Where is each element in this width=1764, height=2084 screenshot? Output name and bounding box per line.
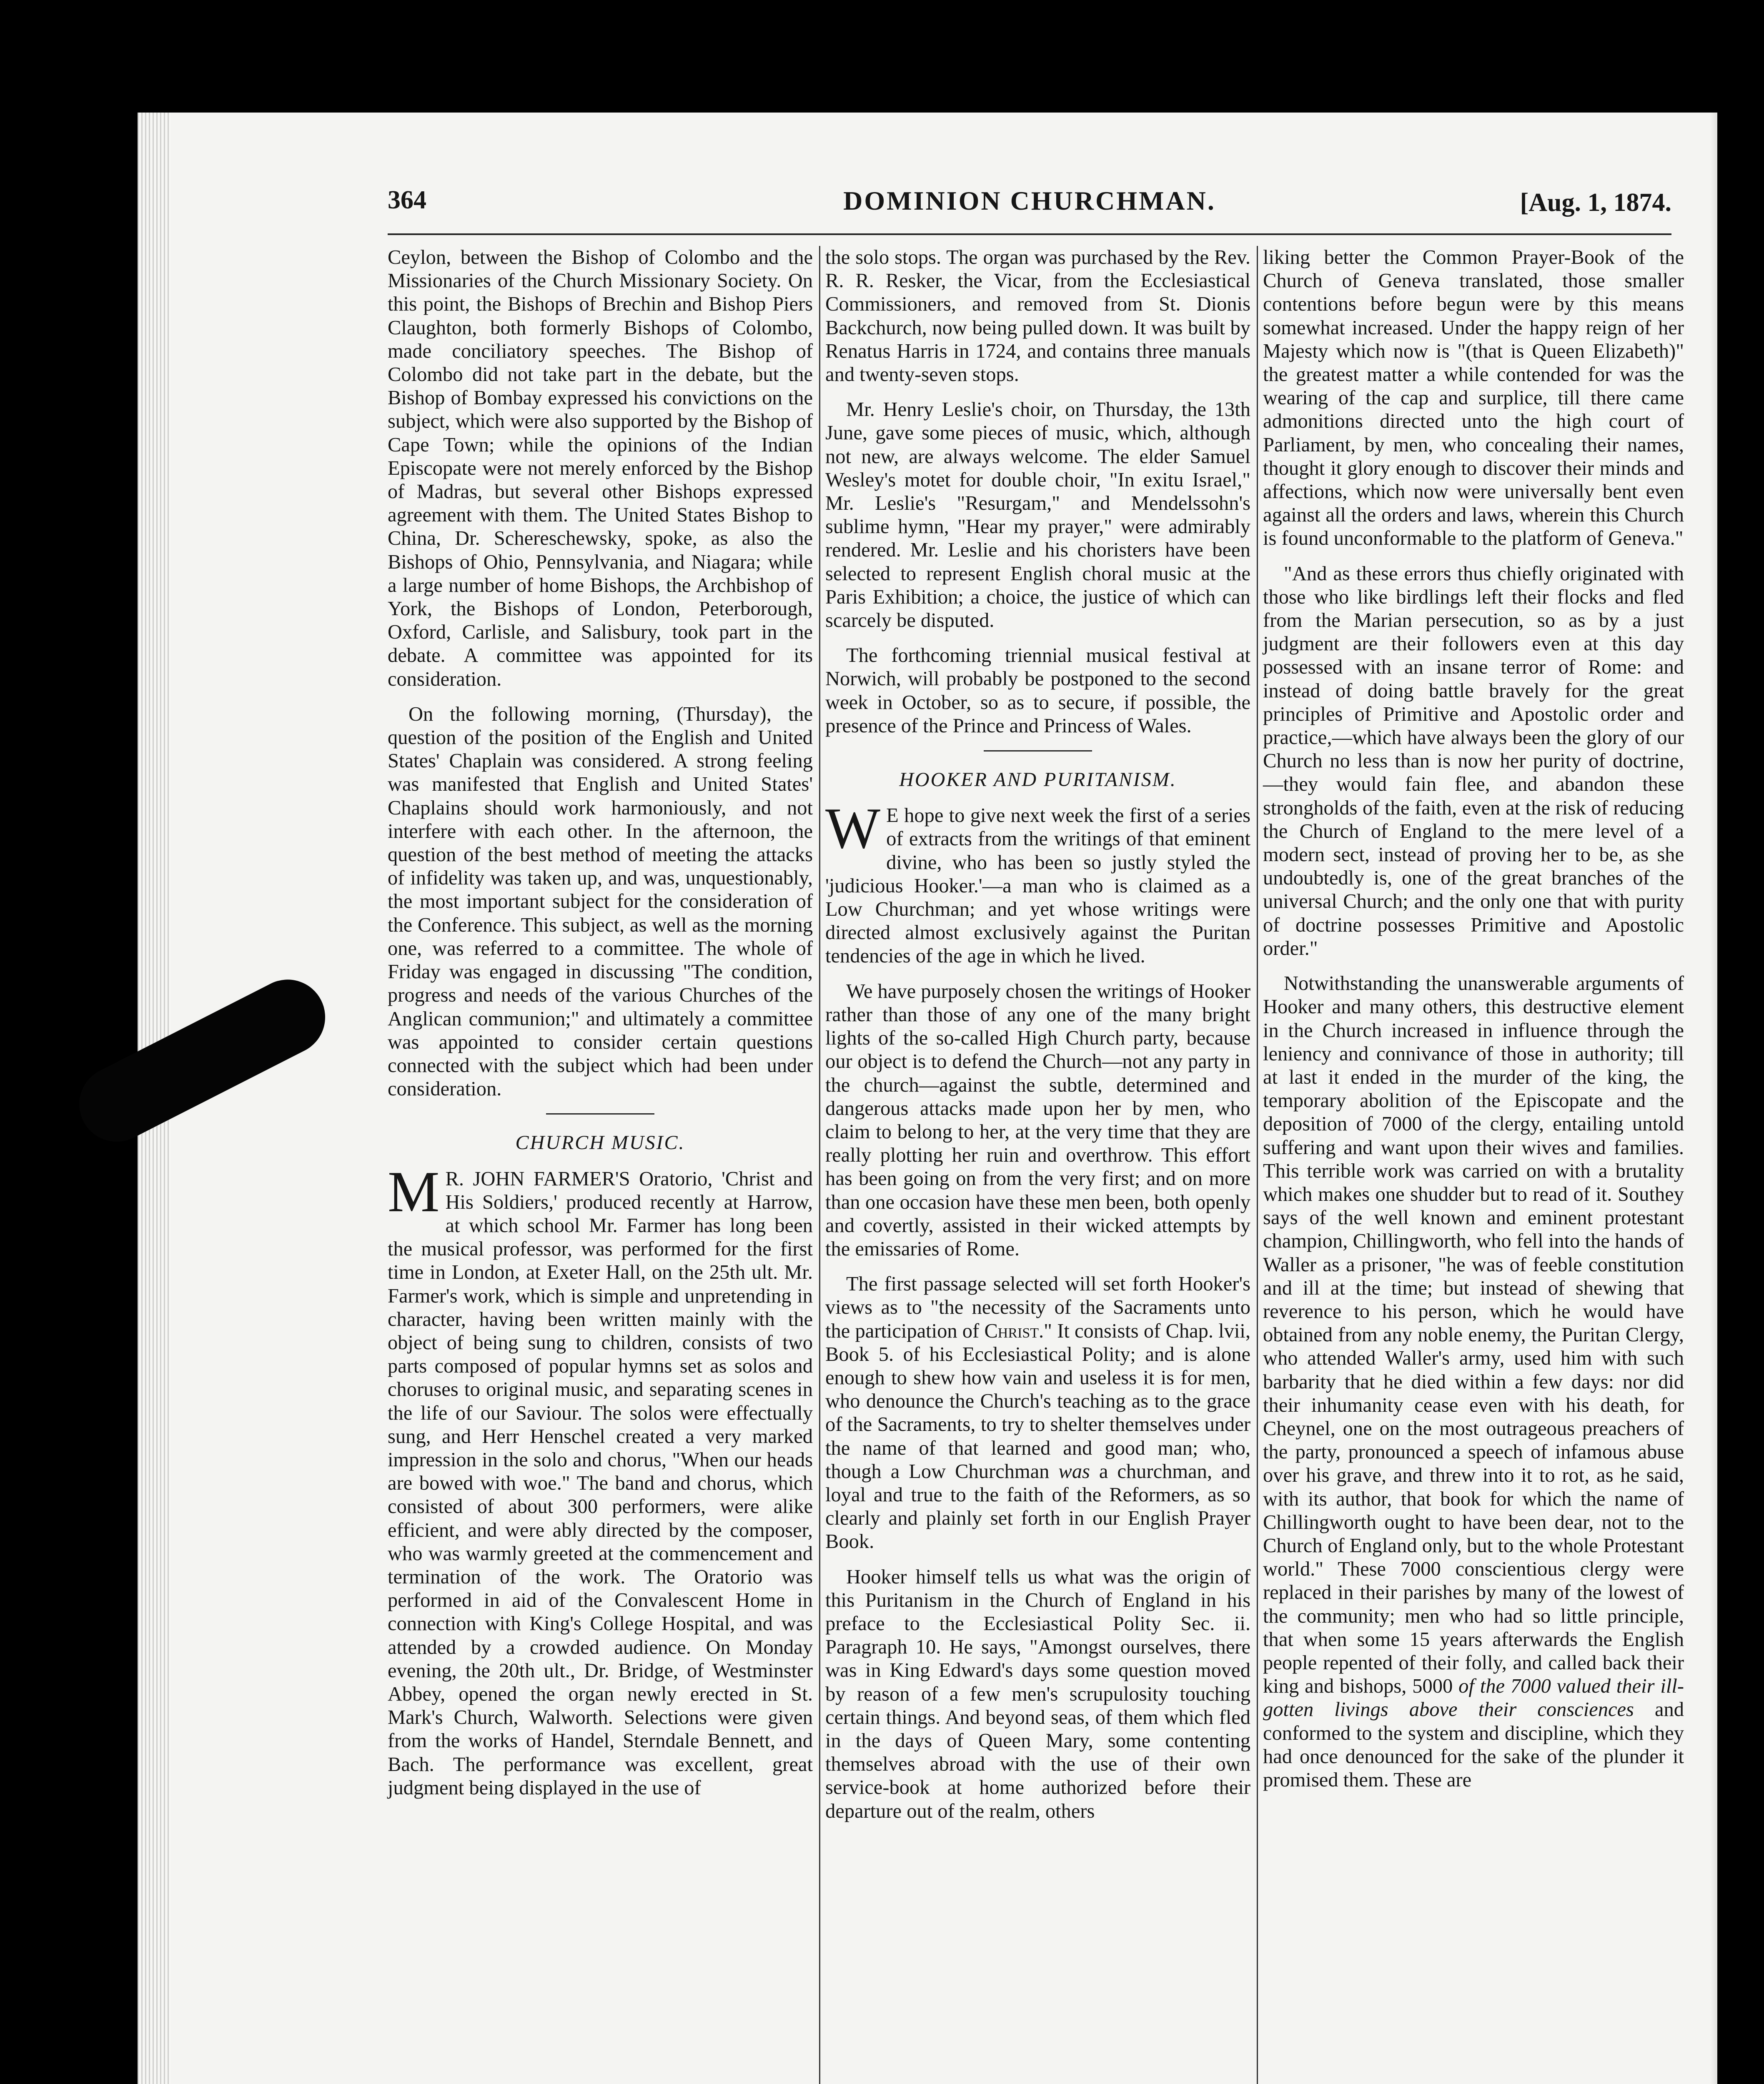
column-2 [825,246,1250,1823]
column-divider-1 [819,246,820,2084]
gutter-shadow [1710,113,1764,2084]
column-1 [388,246,813,1800]
hooker-paragraph-1 [825,796,1250,968]
leslie-choir-paragraph: Mr. Henry Leslie's choir, on Thursday, the 13th June, gave some pieces of music, which, although not new, are always welcome. The elder Samuel Wesley's motet for double choir, "In exitu Israel," Mr. Leslie's "Resurgam," and Mendelssohn's sublime hymn, "Hear my prayer," were admirably rendered. Mr. Leslie and his choristers have been selected to represent English choral music at the Paris Exhibition; a choice, the justice of which can scarcely be disputed. [825,398,1250,632]
issue-date: [Aug. 1, 1874. [1520,188,1671,217]
header-rule [388,233,1671,235]
christ-small-caps: Christ [984,1320,1039,1342]
lambeth-conference-paragraph-1: Ceylon, between the Bishop of Colombo and the Missionaries of the Church Missionary Society. On this point, the Bishops of Brechin and Bishop Piers Claughton, both formerly Bishops of Colombo, made conciliatory speeches. The Bishop of Colombo did not take part in the debate, but the Bishop of Bombay expressed his convictions on the subject, which were also supported by the Bishop of Cape Town; while the opinions of the Indian Episcopate were not merely enforced by the Bishop of Madras, but several other Bishops expressed agreement with them. The United States Bishop to China, Dr. Schereschewsky, spoke, as also the Bishops of Ohio, Pennsylvania, and Niagara; while a large number of home Bishops, the Archbishop of York, the Bishops of London, Peterborough, Oxford, Carlisle, and Salisbury, took part in the debate. A committee was appointed for its consideration. [388,246,813,690]
notwithstanding-paragraph [1263,972,1684,1792]
hooker-puritanism-title: HOOKER AND PURITANISM. [899,769,1177,791]
hooker-paragraph-3 [825,1272,1250,1553]
church-music-title: CHURCH MUSIC. [515,1132,685,1154]
church-music-body: Oratorio, 'Christ and His Soldiers,' produced recently at Harrow, at which school Mr. Farmer has long been the musical professor, was performed for the first time in London, at Exeter Hall, on the 25th ult. Mr. Farmer's work, which is simple and unpretending in character, having been written mainly with the object of being sung to children, consists of two parts composed of popular hymns set as solos and choruses to original music, and separating scenes in the life of our Saviour. The solos were effectually sung, and Herr Henschel created a very marked impression in the solo and chorus, "When our heads are bowed with woe." The band and chorus, which consisted of about 300 performers, were alike efficient, and were ably directed by the composer, who was warmly greeted at the commencement and termination of the work. The Oratorio was performed in aid of the Convalescent Home in connection with King's College Hospital, and was attended by a crowded audience. On Monday evening, the 20th ult., Dr. Bridge, of Westminster Abbey, opened the organ newly erected in St. Mark's Church, Walworth. Selections were given from the works of Handel, Sterndale Bennett, and Bach. The performance was excellent, great judgment being displayed in the use of [388,1167,813,1799]
hooker-paragraph-4: Hooker himself tells us what was the origin of this Puritanism in the Church of England in his preface to the Ecclesiastical Polity Sec. ii. Paragraph 10. He says, "Amongst ourselves, there was in King Edward's days some question moved by reason of a few men's scrupulosity touching certain things. And beyond seas, of them which fled in the days of Queen Mary, some contenting themselves abroad with the use of their own service-book at home authorized before their departure out of the realm, others [825,1566,1250,1822]
lead-words: R. JOHN FARMER'S [445,1167,630,1190]
column-3 [1263,246,1684,1792]
organ-paragraph: the solo stops. The organ was purchased by the Rev. R. R. Resker, the Vicar, from the Ecclesiastical Commissioners, and removed from St. Dionis Backchurch, now being pulled down. It was built by Renatus Harris in 1724, and contains three manuals and twenty-seven stops. [825,246,1250,386]
drop-cap: M [388,1159,440,1224]
hooker-paragraph-2: We have purposely chosen the writings of Hooker rather than those of any one of the many bright lights of the so-called High Church party, because our object is to defend the Church—not any party in the church—against the subtle, determined and dangerous attacks made upon her by men, who claim to belong to her, at the very time that they are really plotting her ruin and overthrow. This effort has been going on from the very first; and on more than one occasion have these men been, both openly and covertly, assisted in their wicked attempts by the emissaries of Rome. [825,980,1250,1260]
hooker-paragraph-3-part-a: The first passage selected will set forth Hooker's views as to "the necessity of the Sacraments unto the participation of [825,1273,1250,1342]
column-divider-2 [1257,246,1258,2084]
page-number: 364 [388,186,426,214]
drop-cap: W [825,796,881,861]
church-music-paragraph-1 [388,1159,813,1800]
hooker-quote-continuation: liking better the Common Prayer-Book of the Church of Geneva translated, those smaller contentions before begun were by this means somewhat increased. Under the happy reign of her Majesty which now is "(that is Queen Elizabeth)" the greatest matter a while contended for was the wearing of the cap and surplice, till there came admonitions directed unto the high court of Parliament, by men, who concealing their names, thought it glory enough to discover their minds and affections, which now were universally bent even against all the orders and laws, wherein this Church is found unconformable to the platform of Geneva." [1263,246,1684,550]
hooker-paragraph-3-part-c: a churchman, and loyal and true to the faith of the Reformers, as so clearly and plainly set forth in our English Prayer Book. [825,1460,1250,1553]
section-rule [984,750,1092,751]
notwithstanding-italic: of the 7000 valued their ill-gotten livings above their consciences [1263,1675,1684,1721]
norwich-festival-paragraph: The forthcoming triennial musical festival at Norwich, will probably be postponed to the second week in October, so as to secure, if possible, the presence of the Prince and Princess of Wales. [825,644,1250,737]
hooker-paragraph-3-part-b: ." It consists of Chap. lvii, Book 5. of his Ecclesiastical Polity; and is alone enough to shew how vain and useless it is for men, who denounce the Church's teaching as to the grace of the Sacraments, to try to shelter themselves under the name of that learned and good man; who, though a Low Churchman [825,1320,1250,1483]
page-header [388,185,1671,227]
notwithstanding-part-a: Notwithstanding the unanswerable arguments of Hooker and many others, this destructive element in the Church increased in influence through the leniency and connivance of those in authority; till at last it ended in the murder of the king, the temporary abolition of the Episcopate and the deposition of 7000 of the clergy, entailing untold suffering and want upon their wives and families. This terrible work was carried on with a brutality which makes one shudder but to read of it. Southey says of the well known and eminent protestant champion, Chillingworth, who fell into the hands of Waller as a prisoner, "he was of feeble constitution and ill at the time; but instead of shewing that reverence to his person, which he would have obtained from any noble enemy, the Puritan Clergy, who attended Waller's army, used him with such barbarity that he died within a few days: nor did their inhumanity cease even with his death, for Cheynel, one on the most outrageous preachers of the party, pronounced a speech of infamous abuse over his grave, and threw into it to rot, as he said, with its author, that book for which the name of Chillingworth ought to have been dear, not to the Church of England only, but to the whole Protestant world." These 7000 conscientious clergy were replaced in their parishes by many of the lowest of the community; men who had so little principle, that when some 15 years afterwards the English people repented of their folly, and called back their king and bishops, 5000 [1263,972,1684,1698]
notwithstanding-part-b: and conformed to the system and discipline, which they had once denounced for the sake of the plunder it promised them. These are [1263,1698,1684,1791]
lead-words: E [886,804,899,827]
was-italic: was [1058,1460,1090,1483]
section-rule [546,1113,654,1115]
journal-title: DOMINION CHURCHMAN. [843,186,1216,215]
hooker-paragraph-1-body: hope to give next week the first of a series of extracts from the writings of that eminent divine, who has been so justly styled the 'judicious Hooker.'—a man who is claimed as a Low Churchman; and yet whose writings were directed almost exclusively against the Puritan tendencies of the age in which he lived. [825,804,1250,967]
lambeth-conference-paragraph-2: On the following morning, (Thursday), the question of the position of the English and United States' Chaplain was considered. A strong feeling was manifested that English and United States' Chaplains should work harmoniously, and not interfere with each other. In the afternoon, the question of the best method of meeting the attacks of infidelity was taken up, and was, unquestionably, the most important subject for the consideration of the Conference. This subject, as well as the morning one, was referred to a committee. The whole of Friday was engaged in discussing "The condition, progress and needs of the various Churches of the Anglican communion;" and ultimately a committee was appointed to consider certain questions connected with the subject which had been under consideration. [388,703,813,1100]
puritan-errors-paragraph: "And as these errors thus chiefly originated with those who like birdlings left their flocks and fled from the Marian persecution, so as by a just judgment are their followers even at this day possessed with an insane terror of Rome: and instead of doing battle bravely for the great principles of Primitive and Apostolic order and practice,—which have always been the glory of our Church no less than is now her purity of doctrine,—they would fain flee, and abandon these strongholds of the faith, even at the risk of reducing the Church of England to the mere level of a modern sect, instead of proving her to be, as she undoubtedly is, one of the great branches of the universal Church; and the only one that with purity of doctrine possesses Primitive and Apostolic order." [1263,562,1684,959]
